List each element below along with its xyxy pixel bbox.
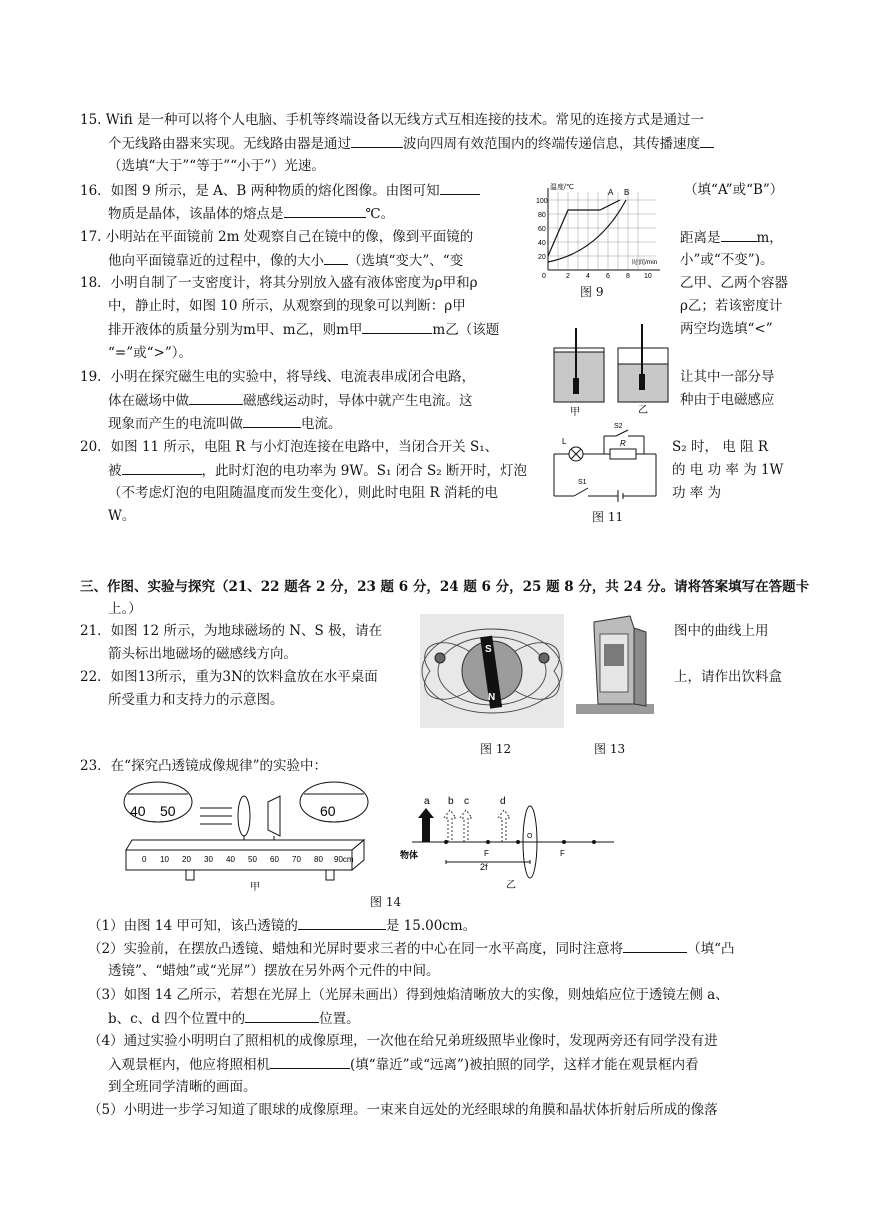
fig11-switch-s1 [574,488,588,496]
fig9-xtick-4: 4 [586,273,590,280]
q17-blank-2[interactable] [324,251,348,265]
fig9-ytick-40: 40 [538,240,546,247]
q23-part1 [88,916,476,935]
q18-line3 [108,320,499,339]
fig9-xtick-6: 6 [606,273,610,280]
fig11-circuit [550,418,662,508]
fig14-zoom-50: 50 [160,803,176,819]
fig14-scale-10: 10 [160,855,169,864]
q17-line1: 17. 小明站在平面镜前 2m 处观察自己在镜中的像，像到平面镜的 [80,229,474,245]
fig11-resistor [610,449,636,459]
fig9-ytick-60: 60 [538,226,546,233]
fig14-point-d: d [500,796,506,807]
fig14-scale-70: 70 [292,855,301,864]
fig11-label-l: L [562,437,567,446]
q17-blank-1[interactable] [721,228,757,242]
q20-line3-right: 功 率 为 [672,485,722,501]
fig11-label-r: R [620,439,626,448]
fig11-caption: 图 11 [592,510,624,524]
q20-line1-right: S₂ 时， 电 阻 R [672,439,768,455]
fig12-caption: 图 12 [480,742,512,756]
fig9-ytick-80: 80 [538,212,546,219]
q23-p1-text-a: （1）由图 14 甲可知，该凸透镜的 [88,918,298,934]
section3-heading: 三、作图、实验与探究（21、22 题各 2 分，23 题 6 分，24 题 6 分，25 题 8 分，共 24 分。请将答案填写在答题卡 [80,579,810,595]
q23-part4-cont2: 到全班同学清晰的画面。 [108,1079,257,1095]
fig14-point-a: a [424,796,430,807]
q18-blank[interactable] [362,320,432,334]
q15-text-a: 个无线路由器来实现。无线路由器是通过 [108,136,351,152]
fig14-label-yi: 乙 [506,880,516,890]
q23-p1-text-b: 是 15.00cm。 [385,918,477,934]
fig14-screen [268,796,280,836]
q20-line2-right: 的 电 功 率 为 1W [672,462,784,478]
q23-part5: （5）小明进一步学习知道了眼球的成像原理。一束来自远处的光经眼球的角膜和晶状体折射后所成的像落 [88,1102,718,1118]
fig14-scale-20: 20 [182,855,191,864]
fig14-focus-left [486,840,490,844]
fig14-jia-optical-bench [120,778,376,896]
q23-p2-text-a: （2）实验前，在摆放凸透镜、蜡烛和光屏时要求三者的中心在同一水平高度，同时注意将 [88,941,624,957]
fig14-label-f-left: F [484,849,489,858]
q19-text-b: 磁感线运动时，导体中就产生电流。这 [243,393,473,409]
q22-line1: 22．如图13所示，重为3N的饮料盒放在水平桌面 [80,669,378,685]
q23-p4-text-b: 入观景框内，他应将照相机 [108,1057,270,1073]
q20-line2 [108,461,527,480]
fig14-zoom-40: 40 [130,803,146,819]
q19-line3 [108,414,342,433]
fig9-xlabel: 时间/min [632,259,658,266]
q19-blank-1[interactable] [189,391,243,405]
q23-part2 [88,939,735,958]
q17-text-b: 距离是 [680,230,721,246]
fig14-scale-60: 60 [270,855,279,864]
q19-blank-2[interactable] [243,414,301,428]
q19-text-a: 体在磁场中做 [108,393,189,409]
q15-text-b: 波向四周有效范围内的终端传递信息，其传播速度 [403,136,700,152]
q22-line2: 所受重力和支持力的示意图。 [108,692,284,708]
q18-line1: 18．小明自制了一支密度计，将其分别放入盛有液体密度为ρ甲和ρ [80,275,478,291]
fig11-label-s1: S1 [578,479,587,486]
q20-text-b: ，此时灯泡的电功率为 9W。S₁ 闭合 S₂ 断开时，灯泡 [201,463,527,479]
q18-line2-right: ρ乙；若该密度计 [680,298,783,314]
fig14-scale-90cm: 90cm [334,855,354,864]
fig14-scale-80: 80 [314,855,323,864]
q23-part3: （3）如图 14 乙所示，若想在光屏上（光屏未画出）得到烛焰清晰放大的实像，则烛焰应位于透镜左侧 a、 [88,987,729,1003]
fig14-label-jia: 甲 [250,882,260,893]
fig9-xtick-2: 2 [566,273,570,280]
q21-line1-right: 图中的曲线上用 [674,623,769,639]
fig14-yi-lens-diagram [396,790,626,890]
fig12-compass-left [435,653,445,663]
q16-text-c: 物质是晶体，该晶体的熔点是 [108,206,284,222]
q16-blank-1[interactable] [440,181,480,195]
q18-text-b: m乙（该题 [432,322,500,338]
q16-text-d: ℃。 [365,206,395,222]
fig14-scale-0: 0 [142,855,147,864]
fig10-beaker-right [618,324,668,402]
fig13-drink-box [572,614,658,718]
fig9-curve-b [548,200,626,262]
q20-line1: 20．如图 11 所示，电阻 R 与小灯泡连接在电路中，当闭合开关 S₁、 [80,439,499,455]
q15-blank-1[interactable] [351,134,403,148]
fig14-scale-40: 40 [226,855,235,864]
q19-line2-right: 种由于电磁感应 [680,392,775,408]
fig10-label-yi: 乙 [638,405,648,416]
q15-line1: 15. Wifi 是一种可以将个人电脑、手机等终端设备以无线方式互相连接的技术。常见的连接方式是通过一 [80,112,705,128]
q19-line2 [108,391,473,410]
q23-intro: 23．在“探究凸透镜成像规律”的实验中： [80,758,327,774]
q23-part4: （4）通过实验小明明白了照相机的成像原理，一次他在给兄弟班级照毕业像时，发现两旁还有同学没有进 [88,1033,718,1049]
fig9-caption: 图 9 [580,285,604,299]
fig9-label-b: B [624,188,630,197]
q17-text-d: 他向平面镜靠近的过程中，像的大小 [108,253,324,269]
fig14-object-label: 物体 [400,850,419,860]
q23-p4-text-c: (填“靠近”或“远离”)被拍照的同学，这样才能在观景框内看 [350,1057,699,1073]
q23-p3-text-b: b、c、d 四个位置中的 [108,1011,246,1027]
q17-line2 [108,251,463,270]
q16-line1-right: （填“A”或“B”） [684,182,784,198]
fig9-ytick-100: 100 [536,198,548,205]
q15-line3: （选填“大于”“等于”“小于”）光速。 [108,158,325,174]
fig9-xtick-0: 0 [542,273,546,280]
q18-text-a: 排开液体的质量分别为m甲、m乙，则m甲 [108,322,363,338]
q23-part2-cont: 透镜”、“蜡烛”或“光屏”）摆放在另外两个元件的中间。 [108,963,440,979]
fig14-caption: 图 14 [370,895,402,909]
fig14-point-b: b [448,796,454,807]
q19-text-d: 电流。 [301,416,342,432]
q23-part4-cont [108,1055,699,1074]
q17-text-c: m， [756,230,783,246]
fig9-xtick-10: 10 [644,273,652,280]
q23-blank-1[interactable] [298,916,386,930]
fig14-scale-50: 50 [248,855,257,864]
fig12-compass-right [539,653,549,663]
q15-line2 [108,134,714,153]
q17-line2-right: 小”或“不变”)。 [680,252,774,268]
q16-blank-2[interactable] [284,204,366,218]
q18-line3-right: 两空均选填“<” [680,321,773,337]
fig10-beaker-left [554,328,604,402]
q19-line1: 19．小明在探究磁生电的实验中，将导线、电流表串成闭合电路， [80,369,476,385]
q19-text-c: 现象而产生的电流叫做 [108,416,243,432]
fig9-melting-graph [528,180,668,292]
fig11-label-s2: S2 [614,423,623,430]
fig12-label-s: S [485,644,492,655]
fig14-lens [238,796,250,836]
fig14-scale-30: 30 [204,855,213,864]
fig14-label-2f: 2f [480,862,488,872]
fig14-label-f-right: F [560,849,565,858]
q20-line4: W。 [108,508,136,524]
fig14-zoom-60: 60 [320,803,336,819]
q17-text-e: （选填“变大”、“变 [348,253,464,269]
q22-line1-right: 上，请作出饮料盒 [674,669,782,685]
fig14-point-c: c [464,796,469,807]
fig11-switch-s2 [616,430,628,436]
fig14-focus-right [562,840,566,844]
q20-text-a: 被 [108,463,122,479]
fig13-caption: 图 13 [594,742,626,756]
q20-blank-1[interactable] [122,461,202,475]
q23-part3-cont [108,1009,360,1028]
fig9-label-a: A [608,188,614,197]
q16-text-a: 16．如图 9 所示，是 A、B 两种物质的熔化图像。由图可知 [80,183,440,199]
q23-blank-2[interactable] [623,939,687,953]
q20-line3: （不考虑灯泡的电阻随温度而发生变化），则此时电阻 R 消耗的电 [108,485,498,501]
q23-p2-text-b: （填“凸 [687,941,735,957]
section3-heading-cont: 上。） [108,601,142,617]
fig14-label-o: O [527,833,533,840]
q23-blank-4[interactable] [270,1055,350,1069]
fig9-ytick-20: 20 [538,254,546,261]
q23-p3-text-c: 位置。 [319,1011,360,1027]
fig14-object-arrow [418,808,434,842]
fig10-beakers [548,318,678,418]
q18-line2: 中，静止时，如图 10 所示，从观察到的现象可以判断：ρ甲 [108,298,466,314]
fig9-xtick-8: 8 [626,273,630,280]
fig12-earth-magnetic-field [420,614,564,728]
q19-line1-right: 让其中一部分导 [680,369,775,385]
q23-blank-3[interactable] [245,1009,319,1023]
q17-line1-right [680,228,783,247]
q18-line1-right: 乙甲、乙两个容器 [680,275,788,291]
q18-line4: “=”或“>”）。 [108,345,192,361]
q16-line2 [108,204,394,223]
fig9-ylabel: 温度/℃ [550,184,574,191]
fig12-label-n: N [488,692,496,703]
q16-line1 [80,181,480,200]
fig10-label-jia: 甲 [570,407,580,418]
q21-line2: 箭头标出地磁场的磁感线方向。 [108,646,297,662]
q21-line1: 21．如图 12 所示，为地球磁场的 N、S 极，请在 [80,623,383,639]
q15-blank-2[interactable] [700,134,714,148]
